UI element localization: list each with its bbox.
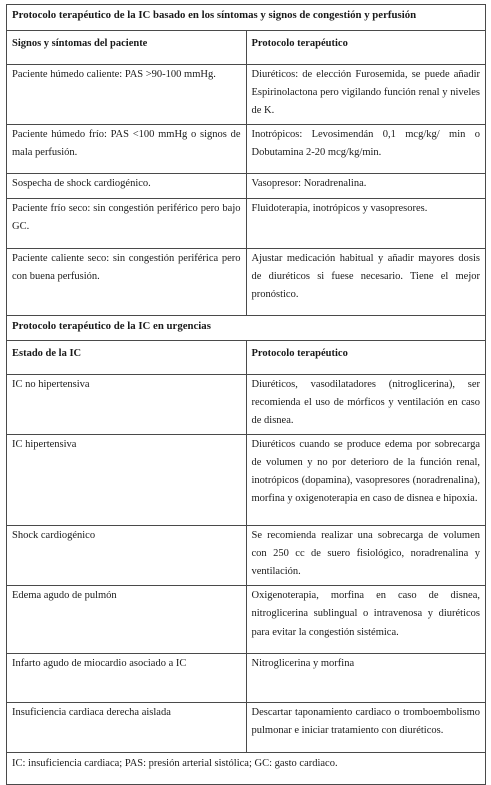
section2-col2-header: Protocolo terapéutico (246, 341, 486, 375)
table-row (7, 375, 486, 435)
protocol-cell: Fluidoterapia, inotrópicos y vasopresores. (246, 199, 486, 249)
protocol-cell: Oxigenoterapia, morfina en caso de disnea, nitroglicerina sublingual o intravenosa y diuréticos para evitar la congestión sistémica. (246, 586, 486, 654)
table-row (7, 586, 486, 654)
protocol-cell: Se recomienda realizar una sobrecarga de volumen con 250 cc de suero fisiológico, noradrenalina y ventilación. (246, 526, 486, 586)
sign-cell: Paciente húmedo frío: PAS <100 mmHg o signos de mala perfusión. (7, 125, 247, 174)
section1-col1-header: Signos y síntomas del paciente (7, 31, 247, 65)
protocol-cell: Descartar taponamiento cardiaco o tromboembolismo pulmonar e iniciar tratamiento con diuréticos. (246, 703, 486, 753)
section2-header-row (7, 341, 486, 375)
table-row (7, 125, 486, 174)
section1-title-row (7, 5, 486, 31)
section2-title-row (7, 316, 486, 341)
footnote: IC: insuficiencia cardiaca; PAS: presión arterial sistólica; GC: gasto cardiaco. (7, 753, 486, 785)
state-cell: Infarto agudo de miocardio asociado a IC (7, 654, 247, 703)
protocol-cell: Diuréticos, vasodilatadores (nitroglicerina), ser recomienda el uso de mórficos y ventilación en caso de disnea. (246, 375, 486, 435)
protocol-cell: Diuréticos cuando se produce edema por sobrecarga de volumen y no por deterioro de la función renal, inotrópicos (dopamina), vasopresores (noradrenalina), morfina y oxigenoterapia en caso de disnea e hipoxia. (246, 435, 486, 526)
table-row (7, 435, 486, 526)
protocol-cell: Diuréticos: de elección Furosemida, se puede añadir Espirinolactona pero vigilando función renal y niveles de K. (246, 65, 486, 125)
protocol-cell: Ajustar medicación habitual y añadir mayores dosis de diuréticos si fuese necesario. Tiene el mejor pronóstico. (246, 249, 486, 316)
section2-title: Protocolo terapéutico de la IC en urgencias (7, 316, 486, 341)
protocol-document (6, 4, 486, 785)
sign-cell: Paciente caliente seco: sin congestión periférica pero con buena perfusión. (7, 249, 247, 316)
table-row (7, 199, 486, 249)
protocol-cell: Vasopresor: Noradrenalina. (246, 174, 486, 199)
table-row (7, 526, 486, 586)
sign-cell: Paciente frío seco: sin congestión periférico pero bajo GC. (7, 199, 247, 249)
state-cell: IC hipertensiva (7, 435, 247, 526)
table-row (7, 703, 486, 753)
state-cell: Edema agudo de pulmón (7, 586, 247, 654)
protocol-cell: Inotrópicos: Levosimendán 0,1 mcg/kg/ min o Dobutamina 2-20 mcg/kg/min. (246, 125, 486, 174)
section1-col2-header: Protocolo terapéutico (246, 31, 486, 65)
table-row (7, 65, 486, 125)
state-cell: Shock cardiogénico (7, 526, 247, 586)
protocol-table (6, 4, 486, 785)
protocol-cell: Nitroglicerina y morfina (246, 654, 486, 703)
table-row (7, 249, 486, 316)
sign-cell: Paciente húmedo caliente: PAS >90-100 mmHg. (7, 65, 247, 125)
footnote-row (7, 753, 486, 785)
table-row (7, 654, 486, 703)
state-cell: Insuficiencia cardiaca derecha aislada (7, 703, 247, 753)
sign-cell: Sospecha de shock cardiogénico. (7, 174, 247, 199)
state-cell: IC no hipertensiva (7, 375, 247, 435)
table-row (7, 174, 486, 199)
section2-col1-header: Estado de la IC (7, 341, 247, 375)
section1-header-row (7, 31, 486, 65)
section1-title: Protocolo terapéutico de la IC basado en los síntomas y signos de congestión y perfusión (7, 5, 486, 31)
